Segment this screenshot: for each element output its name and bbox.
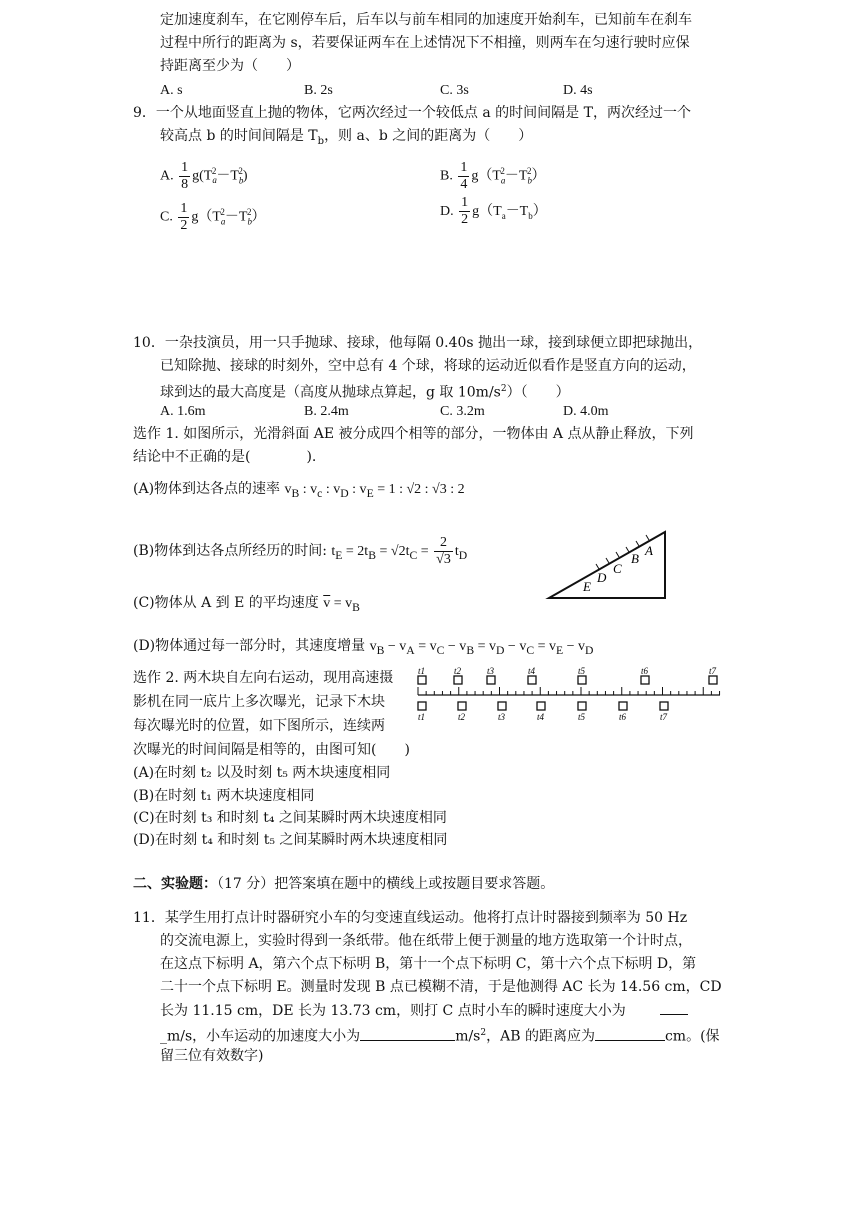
top-label-6: t6 (641, 666, 649, 676)
xz2-line-1: 选作 2. 两木块自左向右运动，现用高速摄 (133, 670, 394, 686)
q8-option-a: A. s (160, 83, 183, 98)
q11-blank-ab[interactable] (595, 1026, 665, 1041)
q8-line-2: 过程中所行的距离为 s，若要保证两车在上述情况下不相撞，则两车在匀速行驶时应保 (160, 35, 690, 51)
xz1-line-1: 选作 1. 如图所示，光滑斜面 AE 被分成四个相等的部分，一物体由 A 点从静止释放，下列 (133, 426, 694, 442)
sub-b: b (528, 210, 533, 221)
top-blocks (418, 666, 717, 684)
q9-opt-d-frac (459, 195, 470, 228)
q8-option-d: D. 4s (563, 83, 593, 98)
q8-option-b: B. 2s (304, 83, 333, 98)
q10-line-3-text: 球到达的最大高度是（高度从抛球点算起，g 取 10m/s (160, 384, 501, 401)
q8-option-c: C. 3s (440, 83, 469, 98)
q9-line-2-text: 较高点 b 的时间间隔是 T (160, 128, 318, 144)
xz1-option-d-text: (D)物体通过每一部分时，其速度增量 (133, 638, 366, 654)
q9-opt-a-expr: g(T (192, 168, 213, 184)
xz2-line-4: 次曝光的时间间隔是相等的，由图可知( ) (133, 742, 410, 758)
q10-line-3 (160, 379, 570, 403)
xz2-line-3: 每次曝光时的位置，如下图所示，连续两 (133, 718, 385, 734)
q10-option-b: B. 2.4m (304, 404, 349, 419)
xz1-option-a-text: (A)物体到达各点的速率 (133, 481, 281, 497)
sup-2: 2 (211, 166, 217, 176)
xz2-option-a: (A)在时刻 t₂ 以及时刻 t₅ 两木块速度相同 (133, 765, 391, 781)
q9-line-2-sub: b (317, 135, 325, 147)
sup-2: 2 (526, 166, 532, 176)
exposure-figure (414, 664, 726, 724)
sub-b: b (247, 216, 252, 227)
q11-line-1: 11．某学生用打点计时器研究小车的匀变速直线运动。他将打点计时器接到频率为 50 Hz (133, 910, 688, 926)
incline-label-d: D (597, 570, 607, 585)
frac-num: 1 (461, 195, 469, 211)
q9-opt-c-frac (178, 201, 189, 234)
q9-opt-a-frac (179, 160, 190, 193)
xz1-option-b-text: (B)物体到达各点所经历的时间: (133, 543, 327, 559)
bottom-label-6: t6 (619, 712, 627, 722)
top-block-5 (578, 676, 586, 684)
q11-line-5 (160, 1000, 688, 1021)
bottom-block-1 (418, 702, 426, 710)
xz1-option-c-formula: $\overline{v} = v_B$ (323, 596, 360, 614)
bottom-block-6 (619, 702, 627, 710)
q9-opt-b-frac (458, 160, 469, 193)
q11-line-2: 的交流电源上，实验时得到一条纸带。他在纸带上便于测量的地方选取第一个计时点， (160, 933, 692, 949)
top-block-1 (418, 676, 426, 684)
bottom-label-4: t4 (537, 712, 545, 722)
q9-opt-c-expr: g（T (191, 209, 221, 225)
q11-blank-vc-end[interactable] (660, 1000, 688, 1015)
section2-title: 二、实验题： (133, 876, 217, 892)
sub-a: a (501, 210, 506, 221)
q10-line-3-tail: ）（ ） (506, 384, 570, 401)
q10-option-c: C. 3.2m (440, 404, 485, 419)
q11-line-7: 留三位有效数字) (160, 1048, 264, 1064)
frac-num: 1 (180, 200, 188, 216)
xz1-option-d-formula: $v_B - v_A = v_C - v_B = v_D - v_C = v_E - v_D$ (369, 639, 594, 657)
q10-option-d: D. 4.0m (563, 404, 609, 419)
q11-line-4: 二十一个点下标明 E。测量时发现 B 点已模糊不清，于是他测得 AC 长为 14.56 cm，CD (160, 979, 722, 995)
q11-line-6-d: cm。(保 (664, 1028, 720, 1045)
q9-opt-d-minus: －T (505, 204, 529, 219)
q11-line-6 (160, 1023, 720, 1047)
top-label-7: t7 (709, 666, 717, 676)
bottom-label-1: t1 (418, 712, 426, 722)
incline-ticks (596, 535, 649, 569)
xz1-option-b-formula: $t_E = 2t_B = √2t_C$ = $\frac{2}{√3}$ $t_D$ (331, 535, 468, 568)
q9-opt-b-close: ） (531, 168, 546, 184)
top-label-1: t1 (418, 666, 426, 676)
xz1-option-a (133, 479, 465, 504)
q9-opt-c-minus: －T (224, 209, 248, 225)
bottom-label-5: t5 (578, 712, 586, 722)
xz2-option-c: (C)在时刻 t₃ 和时刻 t₄ 之间某瞬时两木块速度相同 (133, 810, 447, 826)
xz1-line-2: 结论中不正确的是( ). (133, 449, 317, 465)
top-label-3: t3 (487, 666, 495, 676)
bottom-blocks (418, 702, 668, 722)
q8-line-3: 持距离至少为（ ） (160, 58, 300, 74)
q9-line-1: 9．一个从地面竖直上抛的物体，它两次经过一个较低点 a 的时间间隔是 T，两次经过一个 (133, 105, 691, 121)
q11-sup: 2 (480, 1028, 487, 1038)
q9-opt-b-expr: g（T (471, 168, 501, 184)
q11-line-6-b: m/s (455, 1028, 481, 1045)
q10-sup: 2 (500, 384, 507, 394)
incline-label-c: C (613, 561, 622, 576)
incline-triangle (549, 532, 665, 598)
xz2-line-2: 影机在同一底片上多次曝光，记录下木块 (133, 694, 385, 710)
top-block-2 (454, 676, 462, 684)
sup-2: 2 (220, 207, 225, 217)
incline-figure (545, 528, 670, 603)
bottom-block-2 (458, 702, 466, 710)
xz1-option-c (133, 593, 360, 618)
q11-blank-acceleration[interactable] (360, 1026, 455, 1041)
top-block-7 (709, 676, 717, 684)
sub-a: a (212, 175, 217, 186)
sup-2: 2 (500, 166, 505, 176)
top-label-5: t5 (578, 666, 586, 676)
q9-opt-c-close: ） (251, 209, 266, 225)
q10-line-1: 10．一杂技演员，用一只手抛球、接球，他每隔 0.40s 抛出一球，接到球便立即把球抛出， (133, 335, 703, 351)
top-block-6 (641, 676, 649, 684)
frac-den: 8 (181, 176, 189, 192)
q11-line-6-c: ，AB 的距离应为 (486, 1028, 595, 1045)
q9-opt-a-label: A. (160, 168, 174, 184)
bottom-label-7: t7 (660, 712, 668, 722)
bottom-block-3 (498, 702, 506, 710)
q9-line-2 (160, 126, 532, 152)
bottom-block-5 (578, 702, 586, 710)
ruler-ticks (418, 687, 720, 695)
q9-opt-b-label: B. (440, 168, 453, 184)
sub-a: a (220, 216, 226, 227)
xz2-option-d: (D)在时刻 t₄ 和时刻 t₅ 之间某瞬时两木块速度相同 (133, 832, 448, 848)
q9-opt-a-close: ) (242, 168, 248, 184)
sub-b: b (238, 175, 244, 186)
top-label-4: t4 (528, 666, 536, 676)
sub-b: b (527, 175, 532, 186)
frac-num: 1 (460, 159, 468, 175)
xz1-option-c-text: (C)物体从 A 到 E 的平均速度 (133, 595, 319, 611)
q9-opt-a-minus: －T (216, 168, 239, 184)
q9-opt-c-label: C. (160, 209, 173, 225)
frac-den: 2 (461, 212, 469, 228)
incline-label-e: E (583, 579, 591, 594)
sup-2: 2 (238, 166, 243, 176)
bottom-label-3: t3 (498, 712, 506, 722)
q11-line-3: 在这点下标明 A，第六个点下标明 B，第十一个点下标明 C，第十六个点下标明 D，第 (160, 956, 697, 972)
q9-option-d (440, 193, 547, 235)
q9-opt-d-expr: g（T (472, 204, 502, 219)
q11-line-6-a: _m/s，小车运动的加速度大小为 (160, 1028, 361, 1045)
q9-opt-d-close: ） (532, 204, 547, 219)
top-block-4 (528, 676, 536, 684)
incline-label-a: A (645, 543, 653, 558)
q10-option-a: A. 1.6m (160, 404, 206, 419)
top-block-3 (487, 676, 495, 684)
bottom-block-4 (537, 702, 545, 710)
sub-a: a (500, 175, 506, 186)
frac-num: 1 (181, 159, 189, 175)
top-label-2: t2 (454, 666, 462, 676)
incline-label-b: B (631, 551, 639, 566)
bottom-block-7 (660, 702, 668, 710)
sup-2: 2 (246, 207, 252, 217)
section2-desc: （17 分）把答案填在题中的横线上或按题目要求答题。 (217, 876, 555, 892)
xz1-option-b (133, 532, 467, 575)
q9-line-2-tail: ，则 a、b 之间的距离为（ ） (324, 128, 533, 144)
xz2-option-b: (B)在时刻 t₁ 两木块速度相同 (133, 788, 315, 804)
xz1-option-d (133, 636, 593, 661)
section2-heading (133, 874, 554, 894)
q11-line-5-text: 长为 11.15 cm，DE 长为 13.73 cm，则打 C 点时小车的瞬时速度大小为 (160, 1003, 626, 1019)
bottom-label-2: t2 (458, 712, 466, 722)
q9-opt-b-minus: －T (504, 168, 528, 184)
q8-line-1: 定加速度刹车，在它刚停车后，后车以与前车相同的加速度开始刹车，已知前车在刹车 (160, 12, 692, 28)
q9-opt-d-label: D. (440, 204, 454, 219)
frac-den: 4 (460, 176, 468, 192)
q10-line-2: 已知除抛、接球的时刻外，空中总有 4 个球，将球的运动近似看作是竖直方向的运动， (160, 358, 696, 374)
xz1-option-a-formula: $v_B$ : $v_c$ : $v_D$ : $v_E = 1$ : √2 : √3 : 2 (284, 482, 465, 500)
q9-option-c (160, 193, 265, 240)
frac-den: 2 (180, 217, 188, 233)
